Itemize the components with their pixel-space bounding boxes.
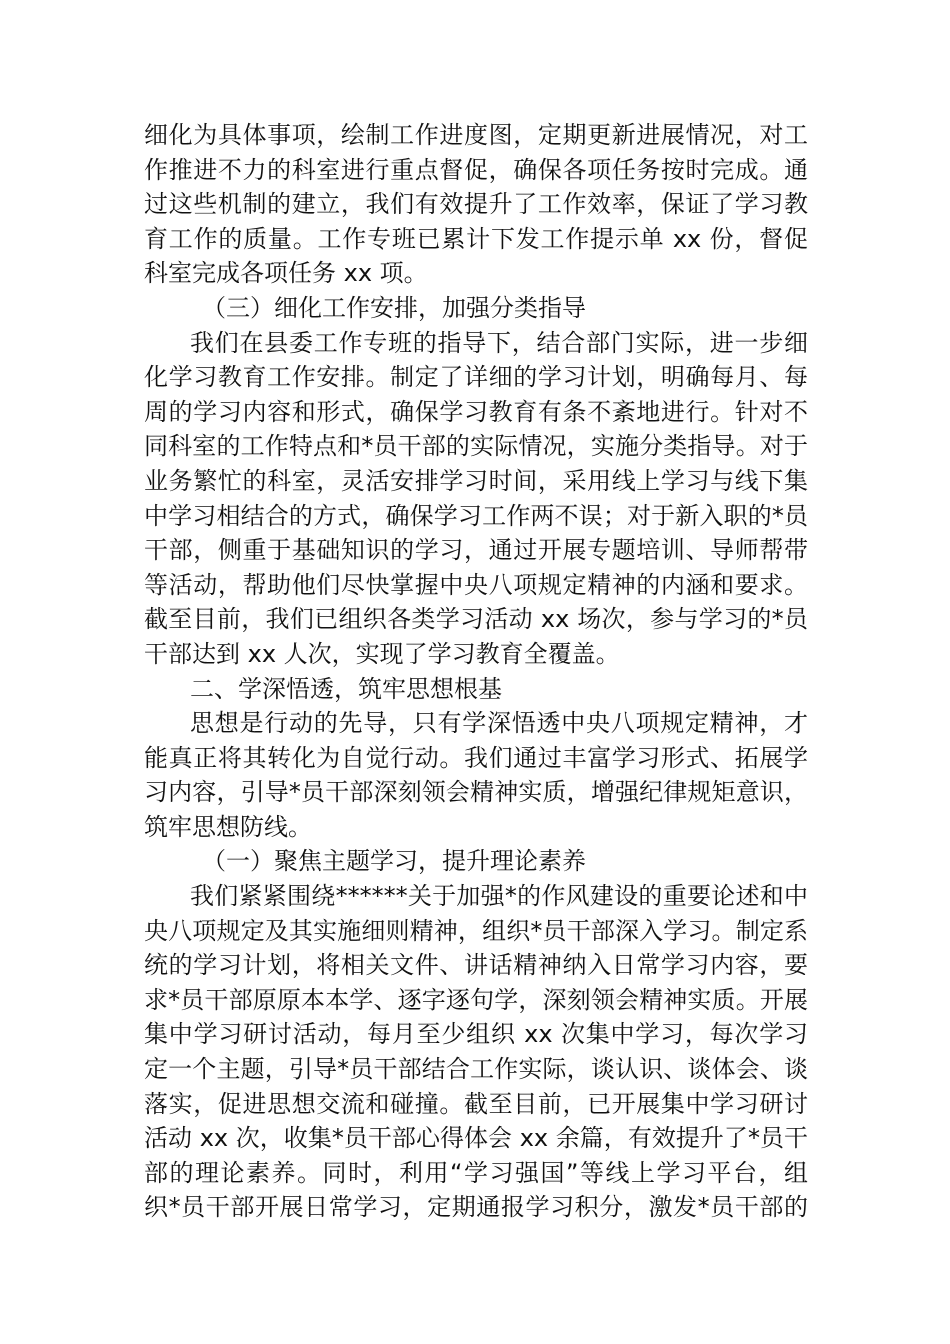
text-line: 活动 xx 次，收集*员干部心得体会 xx 余篇，有效提升了*员干 [144, 1124, 808, 1153]
text-line: 求*员干部原原本本学、逐字逐句学，深刻领会精神实质。开展 [144, 985, 808, 1014]
text-line: 统的学习计划，将相关文件、讲话精神纳入日常学习内容，要 [144, 951, 808, 980]
text-line: 干部，侧重于基础知识的学习，通过开展专题培训、导师帮带 [144, 536, 808, 565]
text-line: 作推进不力的科室进行重点督促，确保各项任务按时完成。通 [144, 155, 808, 184]
text-line: 科室完成各项任务 xx 项。 [144, 259, 428, 288]
text-line: 我们在县委工作专班的指导下，结合部门实际，进一步细 [190, 328, 808, 357]
text-line: 周的学习内容和形式，确保学习教育有条不紊地进行。针对不 [144, 397, 808, 426]
text-line: 落实，促进思想交流和碰撞。截至目前，已开展集中学习研讨 [144, 1089, 808, 1118]
text-line: 部的理论素养。同时，利用“学习强国”等线上学习平台，组 [144, 1158, 808, 1187]
text-line: 思想是行动的先导，只有学深悟透中央八项规定精神，才 [190, 709, 808, 738]
text-line: 定一个主题，引导*员干部结合工作实际，谈认识、谈体会、谈 [144, 1055, 808, 1084]
text-line: 截至目前，我们已组织各类学习活动 xx 场次，参与学习的*员 [144, 605, 808, 634]
text-line: 筑牢思想防线。 [144, 812, 312, 841]
text-line: 央八项规定及其实施细则精神，组织*员干部深入学习。制定系 [144, 916, 808, 945]
text-line: 织*员干部开展日常学习，定期通报学习积分，激发*员干部的 [144, 1193, 808, 1222]
section-heading: （三）细化工作安排，加强分类指导 [202, 293, 586, 322]
text-line: 细化为具体事项，绘制工作进度图，定期更新进展情况，对工 [144, 121, 808, 149]
section-heading: （一）聚焦主题学习，提升理论素养 [202, 847, 586, 876]
text-line: 业务繁忙的科室，灵活安排学习时间，采用线上学习与线下集 [144, 466, 808, 495]
text-line: 等活动，帮助他们尽快掌握中央八项规定精神的内涵和要求。 [144, 570, 808, 599]
text-line: 我们紧紧围绕******关于加强*的作风建设的重要论述和中 [190, 882, 808, 911]
text-line: 中学习相结合的方式，确保学习工作两不误；对于新入职的*员 [144, 501, 808, 530]
text-line: 过这些机制的建立，我们有效提升了工作效率，保证了学习教 [144, 190, 808, 219]
text-line: 集中学习研讨活动，每月至少组织 xx 次集中学习，每次学习 [144, 1020, 808, 1049]
text-line: 同科室的工作特点和*员干部的实际情况，实施分类指导。对于 [144, 432, 808, 461]
document-body [144, 118, 808, 1225]
text-line: 干部达到 xx 人次，实现了学习教育全覆盖。 [144, 639, 620, 668]
text-line: 能真正将其转化为自觉行动。我们通过丰富学习形式、拓展学 [144, 743, 808, 772]
text-line: 二、学深悟透，筑牢思想根基 [190, 674, 502, 703]
text-line: 化学习教育工作安排。制定了详细的学习计划，明确每月、每 [144, 363, 808, 392]
text-line: 育工作的质量。工作专班已累计下发工作提示单 xx 份，督促 [144, 224, 808, 253]
text-line: 习内容，引导*员干部深刻领会精神实质，增强纪律规矩意识， [144, 778, 808, 807]
